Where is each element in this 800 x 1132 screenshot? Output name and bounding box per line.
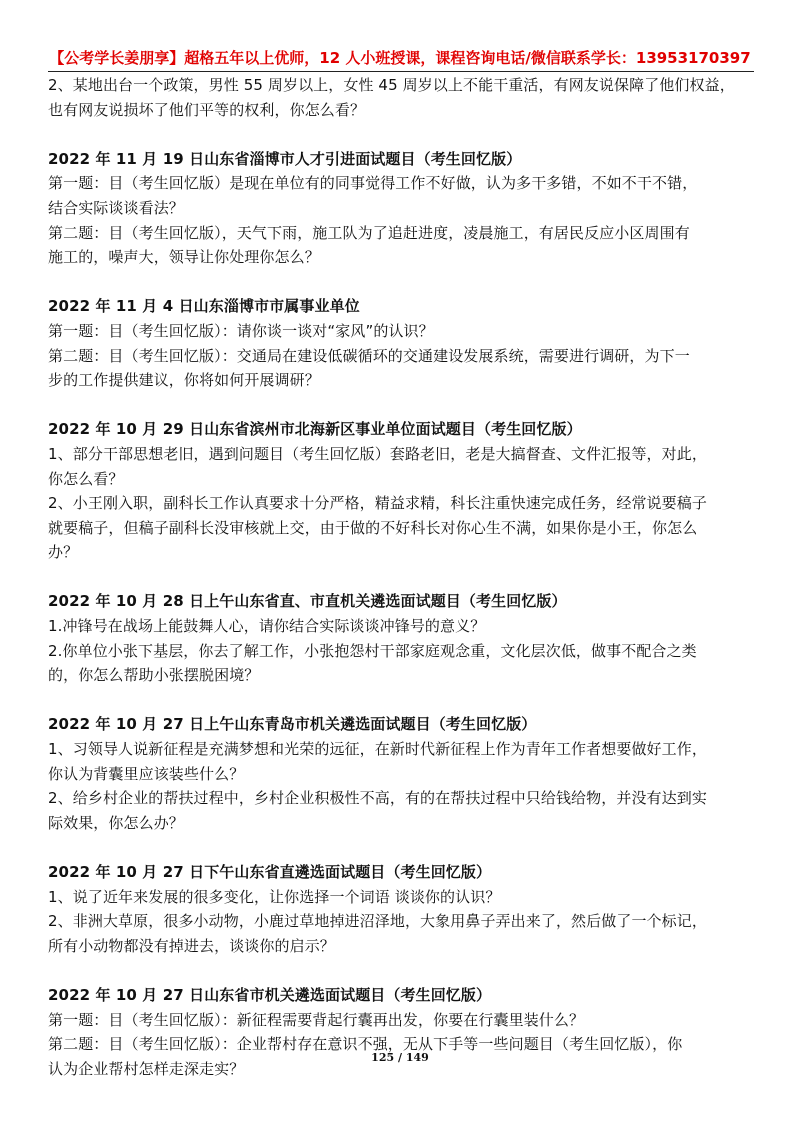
section-line: 就要稿子，但稿子副科长没审核就上交，由于做的不好科长对你心生不满，如果你是小王，你怎么 bbox=[48, 518, 698, 537]
question-section bbox=[48, 417, 754, 565]
section-line: 2.你单位小张下基层，你去了解工作，小张抱怨村干部家庭观念重，文化层次低，做事不配合之类 bbox=[48, 641, 697, 660]
section-line: 第二题：目（考生回忆版），天气下雨，施工队为了追赶进度，凌晨施工，有居民反应小区周围有 bbox=[48, 223, 690, 242]
question-section bbox=[48, 147, 754, 270]
section-line: 第一题：目（考生回忆版）：新征程需要背起行囊再出发，你要在行囊里装什么？ bbox=[48, 1010, 585, 1029]
section-line: 办？ bbox=[48, 543, 79, 562]
section-line: 2、给乡村企业的帮扶过程中，乡村企业积极性不高，有的在帮扶过程中只给钱给物，并没有达到实 bbox=[48, 789, 707, 808]
section-line: 你认为背囊里应该装些什么？ bbox=[48, 764, 245, 783]
section-line: 第一题：目（考生回忆版）是现在单位有的同事觉得工作不好做，认为多干多错，不如不干不错， bbox=[48, 174, 698, 193]
header-divider bbox=[48, 71, 754, 72]
page-number-footer bbox=[0, 1051, 800, 1064]
section-line: 1、习领导人说新征程是充满梦想和光荣的远征，在新时代新征程上作为青年工作者想要做好工作， bbox=[48, 740, 707, 759]
section-gap bbox=[48, 122, 754, 147]
section-gap bbox=[48, 565, 754, 590]
question-section bbox=[48, 860, 754, 958]
question-section bbox=[48, 294, 754, 392]
page-header-banner: 【公考学长姜朋享】超格五年以上优师，12 人小班授课，课程咨询电话/微信联系学长：13953170397 bbox=[49, 49, 751, 67]
current-page-number: 125 bbox=[371, 1051, 395, 1064]
page-separator: / bbox=[397, 1051, 403, 1064]
section-title: 2022 年 10 月 27 日山东省市机关遴选面试题目（考生回忆版） bbox=[48, 985, 492, 1004]
section-line: 认为企业帮村怎样走深走实？ bbox=[48, 1059, 245, 1078]
question-section bbox=[48, 983, 754, 1081]
section-gap bbox=[48, 393, 754, 418]
document-body bbox=[48, 73, 754, 1081]
section-title: 2022 年 10 月 27 日下午山东省直遴选面试题目（考生回忆版） bbox=[48, 863, 492, 881]
section-line: 1、部分干部思想老旧，遇到问题目（考生回忆版）套路老旧，老是大搞督查、文件汇报等，对此， bbox=[48, 444, 707, 463]
section-title: 2022 年 10 月 27 日上午山东青岛市机关遴选面试题目（考生回忆版） bbox=[48, 715, 537, 734]
section-line: 步的工作提供建议，你将如何开展调研？ bbox=[48, 371, 320, 390]
section-line: 你怎么看？ bbox=[48, 469, 124, 488]
section-title: 2022 年 10 月 29 日山东省滨州市北海新区事业单位面试题目（考生回忆版） bbox=[48, 420, 582, 439]
intro-item-2-line-1: 2、某地出台一个政策，男性 55 周岁以上，女性 45 周岁以上不能干重活，有网友说保障了他们权益， bbox=[48, 76, 735, 94]
section-gap bbox=[48, 270, 754, 295]
section-line: 所有小动物都没有掉进去，谈谈你的启示？ bbox=[48, 936, 335, 955]
section-line: 的，你怎么帮助小张摆脱困境？ bbox=[48, 666, 260, 685]
question-section bbox=[48, 589, 754, 687]
section-line: 1.冲锋号在战场上能鼓舞人心，请你结合实际谈谈冲锋号的意义？ bbox=[48, 617, 486, 636]
section-line: 施工的，噪声大，领导让你处理你怎么？ bbox=[48, 248, 320, 267]
section-line: 第二题：目（考生回忆版）：企业帮村存在意识不强，无从下手等一些问题目（考生回忆版），你 bbox=[48, 1035, 683, 1054]
section-gap bbox=[48, 688, 754, 713]
section-gap bbox=[48, 835, 754, 860]
section-title: 2022 年 11 月 4 日山东淄博市市属事业单位 bbox=[48, 297, 360, 316]
section-line: 结合实际谈谈看法？ bbox=[48, 198, 184, 217]
total-page-count: 149 bbox=[405, 1051, 429, 1064]
section-line: 2、非洲大草原，很多小动物，小鹿过草地掉进沼泽地，大象用鼻子弄出来了，然后做了一个标记， bbox=[48, 912, 707, 931]
section-line: 第一题：目（考生回忆版）：请你谈一谈对“家风”的认识？ bbox=[48, 321, 434, 340]
section-title: 2022 年 11 月 19 日山东省淄博市人才引进面试题目（考生回忆版） bbox=[48, 149, 522, 168]
section-title: 2022 年 10 月 28 日上午山东省直、市直机关遴选面试题目（考生回忆版） bbox=[48, 592, 567, 611]
section-line: 际效果，你怎么办？ bbox=[48, 813, 184, 832]
section-line: 1、说了近年来发展的很多变化，让你选择一个词语 谈谈你的认识？ bbox=[48, 887, 501, 906]
question-section bbox=[48, 712, 754, 835]
section-line: 第二题：目（考生回忆版）：交通局在建设低碳循环的交通建设发展系统，需要进行调研，为下一 bbox=[48, 346, 690, 365]
section-gap bbox=[48, 958, 754, 983]
intro-item-2-line-2: 也有网友说损坏了他们平等的权利，你怎么看？ bbox=[48, 100, 366, 119]
section-line: 2、小王刚入职，副科长工作认真要求十分严格，精益求精，科长注重快速完成任务，经常说要稿子 bbox=[48, 494, 707, 513]
